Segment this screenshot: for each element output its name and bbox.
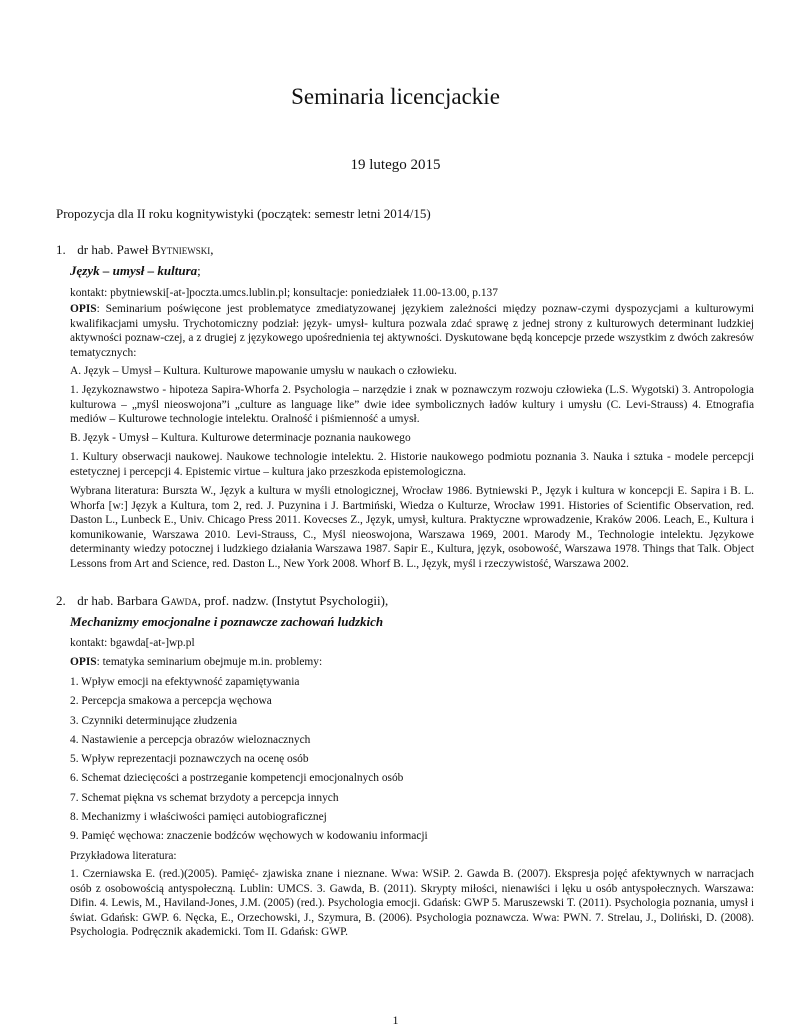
seminar-1-section-a: A. Język – Umysł – Kultura. Kulturowe mapowanie umysłu w naukach o człowieku.: [70, 365, 457, 377]
page-number: 1: [392, 1013, 399, 1027]
topic-item: 2. Percepcja smakowa a percepcja węchowa: [70, 695, 272, 707]
page-title: Seminaria licencjackie: [291, 84, 500, 109]
seminar-1-contact: kontakt: pbytniewski[-at-]poczta.umcs.lublin.pl; konsultacje: poniedziałek 11.00-13.00, p.137: [70, 287, 498, 299]
seminar-2-surname: Gawda: [161, 593, 198, 608]
seminar-2-literature: 1. Czerniawska E. (red.)(2005). Pamięć- zjawiska znane i nieznane. Wwa: WSiP. 2. Gawda B. (2007). Ekspresja pojęć afektywnych w narracjach osób z osobowością antyspołeczną. Lublin: UMCS. 3. Gawda, B. (2011). Skrypty miłości, nienawiści i lęku u osób antyspołecznych. Warszawa: Difin. 4. Lewis, M., Haviland-Jones, J.M. (2005) (red.). Psychologia emocji. Gdańsk: GWP 5. Maruszewski T. (2011). Psychologia poznania, umysł i świat. Gdańsk: GWP. 6. Nęcka, E., Orzechowski, J., Szymura, B. (2006). Psychologia poznawcza. Wwa: PWN. 7. Strelau, J., Doliński, D. (2008). Psychologia. Podręcznik akademicki. Tom II. Gdańsk: GWP.: [70, 868, 754, 939]
seminar-1-surname: Bytniewski: [151, 242, 211, 257]
topic-item: 4. Nastawienie a percepcja obrazów wieloznacznych: [70, 734, 311, 746]
seminar-1-prefix: dr hab. Paweł: [77, 242, 149, 257]
seminar-1-heading: [56, 242, 214, 258]
seminar-2-prefix: dr hab. Barbara: [77, 593, 158, 608]
seminar-1-number: 1.: [56, 242, 66, 257]
seminar-1-description: [70, 302, 754, 360]
topic-item: 3. Czynniki determinujące złudzenia: [70, 715, 237, 727]
seminar-2-suffix: , prof. nadzw. (Instytut Psychologii),: [197, 593, 389, 608]
seminar-1-suffix: ,: [210, 242, 214, 257]
seminar-2-contact: kontakt: bgawda[-at-]wp.pl: [70, 637, 195, 649]
seminar-2-course: Mechanizmy emocjonalne i poznawcze zachowań ludzkich: [70, 614, 384, 629]
intro-text: Propozycja dla II roku kognitywistyki (początek: semestr letni 2014/15): [56, 206, 431, 221]
seminar-1-section-a-list: 1. Językoznawstwo - hipoteza Sapira-Whorfa 2. Psychologia – narzędzie i znak w poznawczym rozwoju człowieka (L.S. Wygotski) 3. Antropologia kulturowa – „myśl nieoswojona”i „culture as language like” dwie idee symbolicznych ładów kultury i umysłu (C. Levi-Strauss) 4. Etnografia mediów – Kulturowe technologie intelektu. Oralność i piśmienność a umysł.: [70, 384, 754, 426]
topic-item: 9. Pamięć węchowa: znaczenie bodźców węchowych w kodowaniu informacji: [70, 830, 428, 842]
topic-item: 1. Wpływ emocji na efektywność zapamiętywania: [70, 676, 300, 688]
seminar-1-section-b-list: 1. Kultury obserwacji naukowej. Naukowe technologie intelektu. 2. Historie naukowego podmiotu poznania 3. Nauka i sztuka - modele percepcji estetycznej i percepcji 4. Epistemic virtue – kultura jako przeszkoda epistemologiczna.: [70, 451, 754, 478]
seminar-2-heading: [56, 593, 388, 609]
seminar-1-course-suffix: ;: [197, 263, 201, 278]
seminar-2-number: 2.: [56, 593, 66, 608]
seminar-1-literature: Wybrana literatura: Burszta W., Język a kultura w myśli etnologicznej, Wrocław 1986. Bytniewski P., Język i kultura w koncepcji E. Sapira i B. L. Whorfa [w:] Język a Kultura, tom 2, red. J. Puzynina i J. Bartmiński, Wiedza o Kulturze, Wrocław 1991. Histories of Scientific Observation, red. Daston L., Lunbeck E., Univ. Chicago Press 2011. Kovecses Z., Język, umysł, kultura. Praktyczne wprowadzenie, Kraków 2006. Leach, E., Kultura i komunikowanie, Warszawa 2010. Levi-Strauss, C., Myśl nieoswojona, Warszawa 1969, 2001. Marody M., Technologie intelektu. Językowe determinanty wiedzy potocznej i ludzkiego działania Warszawa 1987. Sapir E., Kultura, język, osobowość, Warszawa 1978. Things that Talk. Object Lessons from Art and Science, red. Daston L., New York 2008. Whorf B. L., Język, myśl i rzeczywistość, Warszawa 2002.: [70, 485, 754, 570]
topic-item: 6. Schemat dziecięcości a postrzeganie kompetencji emocjonalnych osób: [70, 772, 404, 784]
topic-item: 8. Mechanizmy i właściwości pamięci autobiograficznej: [70, 811, 327, 823]
seminar-2-literature-label: Przykładowa literatura:: [70, 850, 177, 862]
seminar-1-course: [70, 263, 201, 279]
seminar-1-opis-label: OPIS: [70, 303, 97, 315]
document-date: 19 lutego 2015: [350, 157, 441, 173]
topic-item: 5. Wpływ reprezentacji poznawczych na ocenę osób: [70, 753, 309, 765]
seminar-1-opis-text: : Seminarium poświęcone jest problematyce zmediatyzowanej językiem zależności między poznaw-czymi dyspozycjami a kulturowymi kwalifikacjami umysłu. Trychotomiczny podział: język- umysł- kultura pozwala zdać sprawę z jednej strony z kulturowych determinant ludzkiej aktywności poznaw-czej, a z drugiej z językowego upośrednienia tej aktywności. Dyskutowane będą koncepcje przede wszystkim z dwóch zakresów tematycznych:: [70, 303, 754, 359]
seminar-2-description: [70, 656, 322, 668]
seminar-1-section-b: B. Język - Umysł – Kultura. Kulturowe determinacje poznania naukowego: [70, 432, 411, 444]
topic-item: 7. Schemat piękna vs schemat brzydoty a percepcja innych: [70, 792, 339, 804]
seminar-2-opis-label: OPIS: [70, 656, 97, 668]
seminar-2-opis-text: : tematyka seminarium obejmuje m.in. problemy:: [96, 656, 323, 668]
seminar-1-course-title: Język – umysł – kultura: [70, 263, 198, 278]
